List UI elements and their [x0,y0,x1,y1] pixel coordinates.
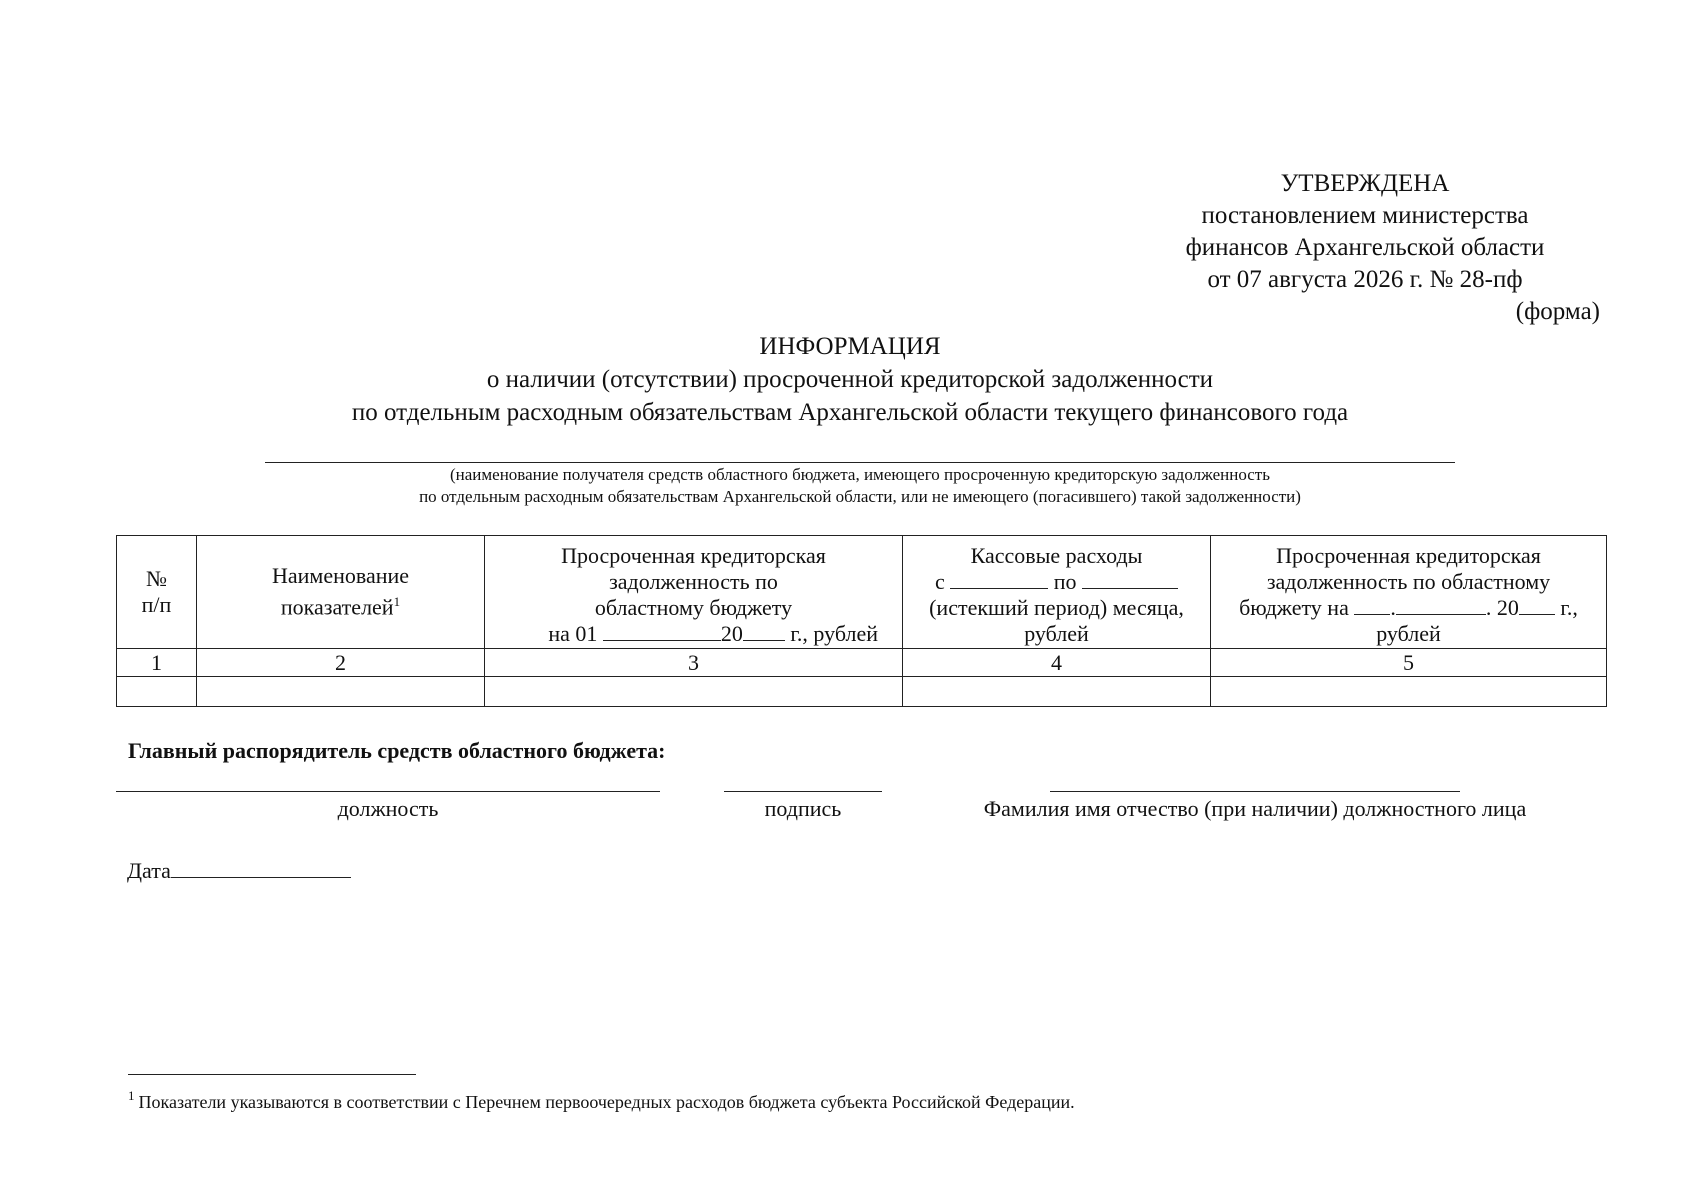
form-mark: (форма) [1515,298,1600,325]
document-title: ИНФОРМАЦИЯ [759,333,941,360]
debt-table [116,535,1607,707]
position-line[interactable] [116,791,660,792]
table-column-numbers-row [117,649,1607,677]
footnote-text: Показатели указываются в соответствии с Перечнем первоочередных расходов бюджета субъекта Российской Федерации. [138,1092,1075,1112]
table-cell[interactable] [1211,677,1607,707]
year-blank[interactable] [743,622,785,641]
date-blank[interactable] [171,859,351,878]
header-cash-expenses: Кассовые расходы с по (истекший период) месяца, рублей [903,536,1211,649]
table-cell[interactable] [903,677,1211,707]
footnote [128,1088,1075,1113]
day-blank[interactable] [1354,596,1390,615]
footnote-mark: 1 [128,1088,135,1103]
recipient-caption-line-2: по отдельным расходным обязательствам Архангельской области, или не имеющего (погасившего) такой задолженности) [419,487,1301,506]
date-row [127,858,351,884]
year-blank-2[interactable] [1519,596,1555,615]
heading-line-1: о наличии (отсутствии) просроченной кредиторской задолженности [486,366,1214,393]
col-number-cell: 4 [903,649,1211,677]
approval-line-1: постановлением министерства [1201,202,1529,229]
recipient-name-line[interactable] [265,462,1455,463]
fullname-line[interactable] [1050,791,1460,792]
approval-line-3: от 07 августа 2026 г. № 28-пф [1207,266,1523,293]
approval-line-2: финансов Архангельской области [1185,234,1545,261]
col-number-cell: 3 [485,649,903,677]
fullname-label: Фамилия имя отчество (при наличии) должностного лица [983,796,1527,821]
footnote-ref: 1 [393,593,401,609]
month-blank-2[interactable] [1396,596,1486,615]
chief-administrator-label: Главный распорядитель средств областного бюджета: [128,738,666,763]
signature-line[interactable] [724,791,882,792]
header-overdue-debt: Просроченная кредиторская задолженность по областному бюджету на 01 20 г., рублей [485,536,903,649]
position-label: должность [337,796,439,821]
signature-label: подпись [764,796,842,821]
table-cell[interactable] [197,677,485,707]
date-label: Дата [127,858,171,883]
month-blank[interactable] [603,622,721,641]
recipient-caption [265,464,1455,508]
table-cell[interactable] [485,677,903,707]
table-header-row [117,536,1607,649]
approval-title: УТВЕРЖДЕНА [1280,170,1450,197]
recipient-caption-line-1: (наименование получателя средств областного бюджета, имеющего просроченную кредиторскую задолженность [450,465,1270,484]
document-heading [200,330,1500,429]
table-row [117,677,1607,707]
table-cell[interactable] [117,677,197,707]
header-overdue-debt-date: Просроченная кредиторская задолженность по областному бюджету на . . 20 г., рублей [1211,536,1607,649]
approval-block [1130,168,1600,328]
header-indicator-name: Наименование показателей$^1$ [197,536,485,649]
period-to-blank[interactable] [1082,570,1178,589]
col-number-cell: 1 [117,649,197,677]
header-number: № п/п [117,536,197,649]
col-number-cell: 2 [197,649,485,677]
footnote-separator [128,1074,416,1075]
col-number-cell: 5 [1211,649,1607,677]
heading-line-2: по отдельным расходным обязательствам Архангельской области текущего финансового года [351,399,1349,426]
period-from-blank[interactable] [950,570,1048,589]
